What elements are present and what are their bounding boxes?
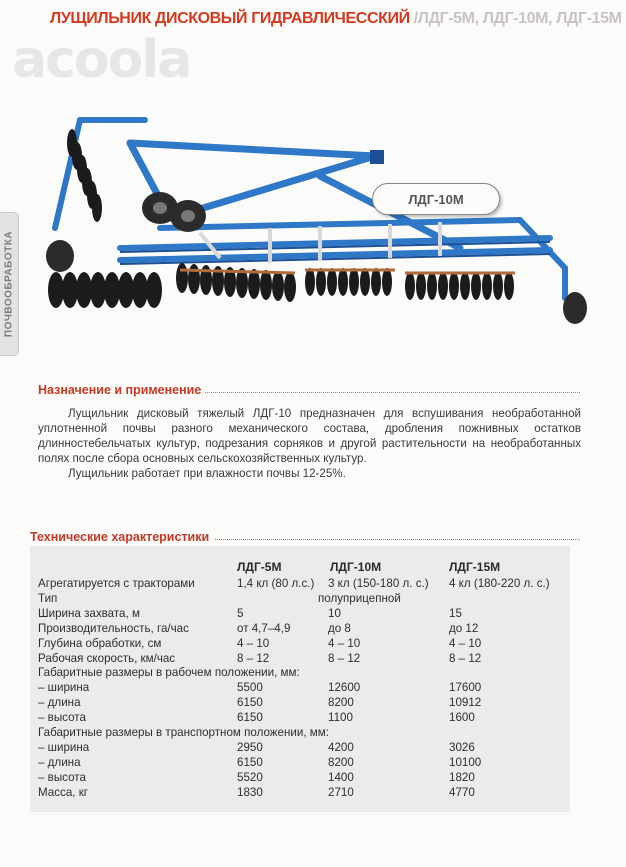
spec-value: до 8 [328, 621, 351, 635]
spec-value: 4 – 10 [449, 636, 482, 650]
spec-value: 2710 [328, 785, 354, 799]
spec-value: 6150 [237, 696, 263, 710]
spec-label: – высота [38, 711, 86, 725]
spec-row [0, 666, 626, 681]
spec-value: до 12 [449, 621, 479, 635]
header-models: /ЛДГ-5М, ЛДГ-10М, ЛДГ-15М [409, 10, 622, 27]
spec-value: 8200 [328, 755, 354, 769]
purpose-paragraph: Лущильник дисковый тяжелый ЛДГ-10 предназначен для вспушивания необработанной уплотненной почвы разного механического состава, дробления пожнивных остатков длинностебельчатых культур, подрезания сорняков и другой растительности на необработанных полях после сбора основных сельскохозяйственных культур. [38, 407, 581, 465]
spec-value: 6150 [237, 711, 263, 725]
spec-label: – длина [38, 696, 81, 710]
spec-value: 5520 [237, 770, 263, 784]
spec-row [0, 637, 626, 652]
spec-row [0, 711, 626, 726]
spec-value: 1100 [328, 711, 353, 725]
spec-value: 4 кл (180-220 л. с.) [449, 577, 550, 590]
spec-label: Глубина обработки, см [38, 636, 162, 650]
spec-row [0, 786, 626, 801]
spec-value: 4770 [449, 785, 475, 799]
spec-label: Производительность, га/час [38, 621, 189, 635]
specs-heading: Технические характеристики [30, 530, 210, 544]
spec-column-header: ЛДГ-5М [237, 560, 282, 574]
spec-row [0, 652, 626, 667]
spec-column-header: ЛДГ-10М [330, 560, 382, 574]
spec-row [0, 771, 626, 786]
machine-hitch [370, 150, 384, 164]
spec-value: 8 – 12 [237, 651, 270, 665]
disc-gang-frames [180, 270, 515, 273]
spec-value: 10912 [449, 696, 482, 710]
spec-value: 3026 [449, 740, 475, 754]
spec-label: Ширина захвата, м [38, 606, 140, 620]
watermark-logo: acoola [12, 30, 191, 90]
spec-value: 4 – 10 [328, 636, 361, 650]
spec-label: – высота [38, 770, 86, 784]
spec-label: Габаритные размеры в транспортном положении, мм: [38, 726, 329, 739]
spec-row [0, 681, 626, 696]
spec-value: 4 – 10 [237, 636, 270, 650]
spec-row [0, 756, 626, 771]
side-tab [0, 212, 19, 356]
spec-value: 5500 [237, 681, 263, 695]
spec-value: 6150 [237, 755, 263, 769]
spec-value: 1830 [237, 785, 263, 799]
purpose-text [38, 406, 581, 481]
spec-label: Масса, кг [38, 785, 89, 799]
spec-label: – ширина [38, 681, 90, 695]
purpose-heading: Назначение и применение [38, 383, 202, 397]
spec-row [0, 592, 626, 607]
spec-row [0, 622, 626, 637]
spec-row [0, 696, 626, 711]
spec-row [0, 607, 626, 622]
spec-value: 2950 [237, 740, 263, 754]
disc-gang-left [48, 272, 162, 308]
spec-value: 1820 [449, 770, 475, 784]
spec-label: Агрегатируется с тракторами [38, 577, 195, 590]
folded-disc-gang [67, 129, 102, 222]
spec-value: полуприцепной [318, 591, 401, 605]
model-callout: ЛДГ-10М [372, 183, 500, 215]
spec-value: 17600 [449, 681, 482, 695]
machine-illustration [20, 98, 620, 348]
spec-column-header: ЛДГ-15М [449, 560, 501, 574]
spec-label: Тип [38, 591, 58, 605]
spec-value: 8 – 12 [449, 651, 482, 665]
spec-value: 1600 [449, 711, 475, 725]
side-tab-label: ПОЧВООБРАБОТКА [3, 230, 15, 338]
spec-value: 1400 [328, 770, 354, 784]
spec-value: 15 [449, 606, 462, 620]
spec-value: 4200 [328, 740, 354, 754]
spec-value: 1,4 кл (80 л.с.) [237, 577, 315, 590]
purpose-divider [205, 392, 580, 393]
header-title: ЛУЩИЛЬНИК ДИСКОВЫЙ ГИДРАВЛИЧЕССКИЙ [50, 10, 410, 27]
spec-value: 10100 [449, 755, 482, 769]
specs-divider [215, 539, 580, 540]
spec-label: Габаритные размеры в рабочем положении, мм: [38, 666, 300, 680]
spec-value: 8 – 12 [328, 651, 361, 665]
page-header [50, 10, 622, 28]
spec-label: Рабочая скорость, км/час [38, 651, 176, 665]
spec-row [0, 741, 626, 756]
spec-row [0, 577, 626, 592]
spec-value: 8200 [328, 696, 354, 710]
disc-gang-center [176, 263, 296, 302]
spec-value: от 4,7–4,9 [237, 621, 291, 635]
spec-label: – длина [38, 755, 81, 769]
spec-value: 5 [237, 606, 244, 620]
spec-value: 12600 [328, 681, 361, 695]
purpose-paragraph: Лущильник работает при влажности почвы 12-25%. [68, 467, 346, 480]
spec-label: – ширина [38, 740, 90, 754]
spec-value: 3 кл (150-180 л. с.) [328, 577, 429, 590]
spec-value: 10 [328, 606, 341, 620]
spec-row [0, 726, 626, 741]
